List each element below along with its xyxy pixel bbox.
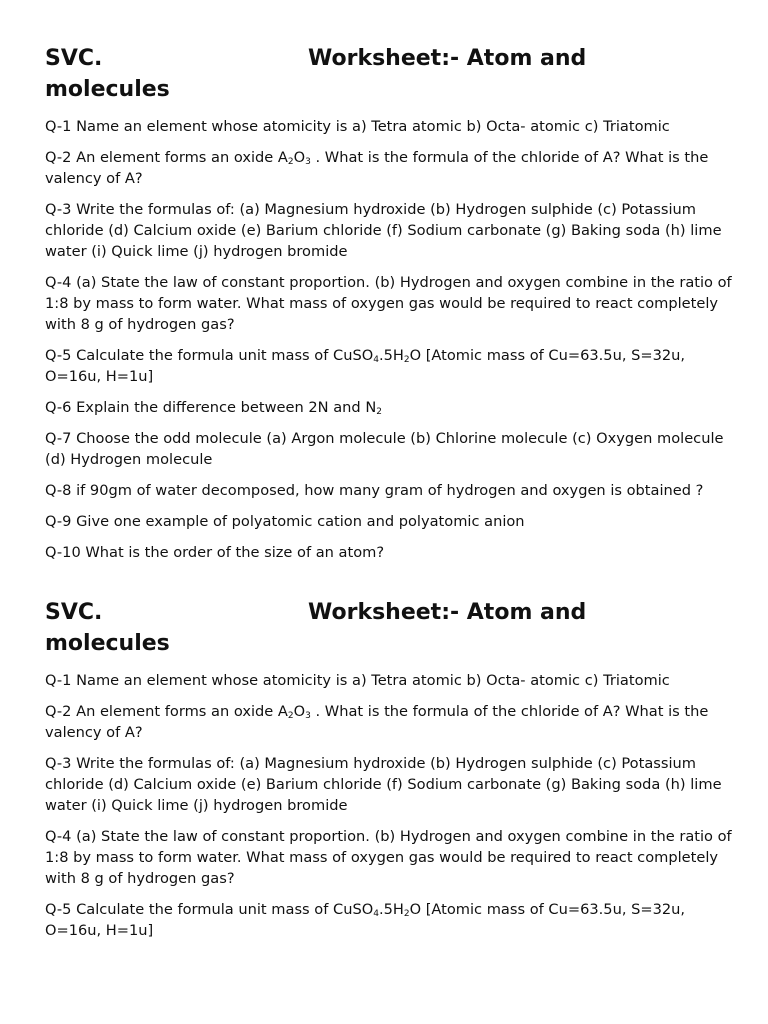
question-10: Q-10 What is the order of the size of an atom? [45, 544, 385, 561]
question-5: Q-5 Calculate the formula unit mass of $CuSO_4.5H_2O$ [Atomic mass of Cu=63.5u, S=32u, O=16u, H=1u] [45, 901, 686, 939]
school-name: SVC. [45, 46, 103, 71]
question-1: Q-1 Name an element whose atomicity is a) Tetra atomic b) Octa- atomic c) Triatomic [45, 672, 670, 689]
title-text: Worksheet:- Atom and [308, 600, 587, 625]
title-text-continued: molecules [45, 631, 170, 656]
question-9: Q-9 Give one example of polyatomic cation and polyatomic anion [45, 513, 525, 530]
question-1: Q-1 Name an element whose atomicity is a) Tetra atomic b) Octa- atomic c) Triatomic [45, 118, 670, 135]
question-2: Q-2 An element forms an oxide $A_2O_3$ . What is the formula of the chloride of A? What is the valency of A? [45, 703, 709, 741]
question-4: Q-4 (a) State the law of constant proportion. (b) Hydrogen and oxygen combine in the ratio of 1:8 by mass to form water. What mass of oxygen gas would be required to react completely with 8 g of hydrogen gas? [45, 828, 732, 887]
worksheet-section [45, 43, 735, 563]
question-3: Q-3 Write the formulas of: (a) Magnesium hydroxide (b) Hydrogen sulphide (c) Potassium chloride (d) Calcium oxide (e) Barium chloride (f) Sodium carbonate (g) Baking soda (h) lime water (i) Quick lime (j) hydrogen bromide [45, 755, 722, 814]
worksheet-section [45, 597, 735, 941]
question-3: Q-3 Write the formulas of: (a) Magnesium hydroxide (b) Hydrogen sulphide (c) Potassium chloride (d) Calcium oxide (e) Barium chloride (f) Sodium carbonate (g) Baking soda (h) lime water (i) Quick lime (j) hydrogen bromide [45, 201, 722, 260]
question-6: Q-6 Explain the difference between 2N and $N_2$ [45, 399, 382, 417]
title-text: Worksheet:- Atom and [308, 46, 587, 71]
worksheet-title [45, 43, 735, 105]
question-8: Q-8 if 90gm of water decomposed, how many gram of hydrogen and oxygen is obtained ? [45, 482, 704, 499]
title-text-continued: molecules [45, 77, 170, 102]
question-2: Q-2 An element forms an oxide $A_2O_3$ . What is the formula of the chloride of A? What is the valency of A? [45, 149, 709, 187]
question-5: Q-5 Calculate the formula unit mass of $CuSO_4.5H_2O$ [Atomic mass of Cu=63.5u, S=32u, O=16u, H=1u] [45, 347, 686, 385]
worksheet-page [45, 43, 735, 951]
school-name: SVC. [45, 600, 103, 625]
worksheet-title [45, 597, 735, 659]
question-7: Q-7 Choose the odd molecule (a) Argon molecule (b) Chlorine molecule (c) Oxygen molecule (d) Hydrogen molecule [45, 430, 724, 468]
question-4: Q-4 (a) State the law of constant proportion. (b) Hydrogen and oxygen combine in the ratio of 1:8 by mass to form water. What mass of oxygen gas would be required to react completely with 8 g of hydrogen gas? [45, 274, 732, 333]
